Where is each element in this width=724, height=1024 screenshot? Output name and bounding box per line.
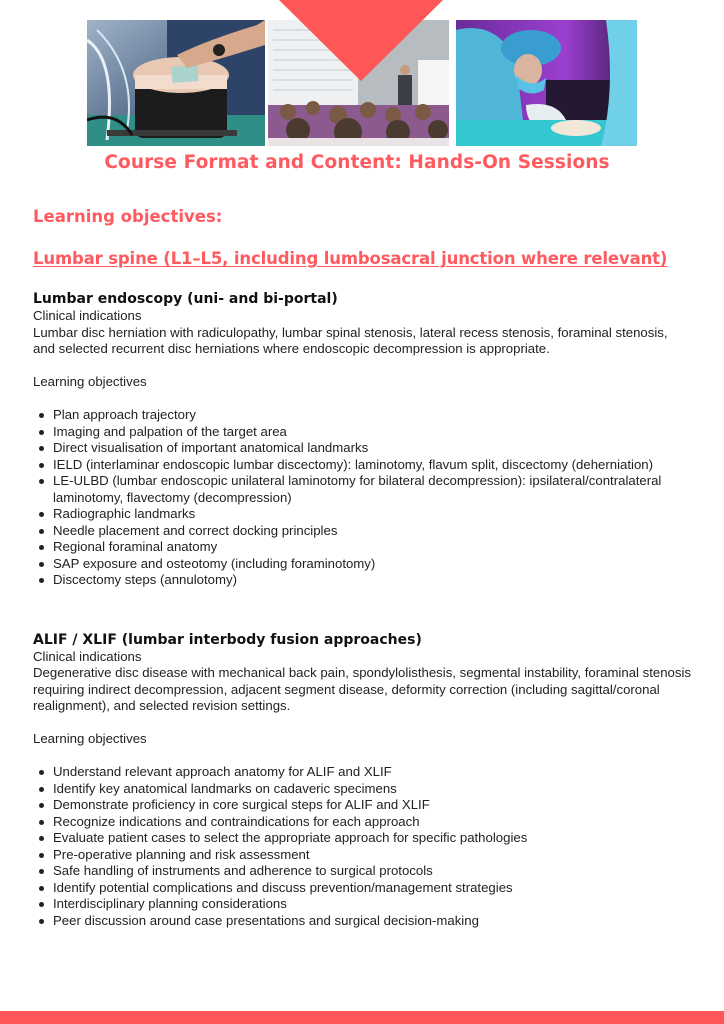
list-item bbox=[33, 814, 693, 831]
bullet-icon bbox=[39, 529, 44, 534]
list-item bbox=[33, 572, 693, 589]
list-item-text: Evaluate patient cases to select the appropriate approach for specific pathologies bbox=[53, 830, 528, 845]
list-item-text: Direct visualisation of important anatomical landmarks bbox=[53, 440, 369, 455]
objectives-list bbox=[33, 407, 693, 589]
list-item bbox=[33, 781, 693, 798]
list-item-text: Plan approach trajectory bbox=[53, 407, 196, 422]
list-item bbox=[33, 539, 693, 556]
list-item-text: Imaging and palpation of the target area bbox=[53, 423, 287, 439]
list-item-text: Pre-operative planning and risk assessment bbox=[53, 846, 310, 862]
section-alif-xlif bbox=[33, 631, 693, 930]
bullet-icon bbox=[39, 545, 44, 550]
bullet-icon bbox=[39, 413, 44, 418]
bullet-icon bbox=[39, 446, 44, 451]
region-heading: Lumbar spine (L1–L5, including lumbosacral junction where relevant) bbox=[33, 249, 668, 268]
bullet-icon bbox=[39, 853, 44, 858]
list-item bbox=[33, 440, 693, 457]
list-item bbox=[33, 523, 693, 540]
learning-objectives-heading: Learning objectives: bbox=[33, 207, 223, 226]
list-item bbox=[33, 863, 693, 880]
footer-accent-bar bbox=[0, 1011, 724, 1024]
bullet-icon bbox=[39, 869, 44, 874]
page-title: Course Format and Content: Hands-On Sessions bbox=[104, 152, 610, 173]
list-item-text: Interdisciplinary planning considerations bbox=[53, 896, 287, 911]
bullet-icon bbox=[39, 430, 44, 435]
list-item bbox=[33, 407, 693, 424]
list-item bbox=[33, 913, 693, 930]
list-item-text: Regional foraminal anatomy bbox=[53, 539, 218, 554]
list-item-text: Needle placement and correct docking principles bbox=[53, 522, 338, 538]
section-title: ALIF / XLIF (lumbar interbody fusion approaches) bbox=[33, 631, 422, 648]
hands-on-simulator-photo bbox=[87, 20, 265, 146]
list-item bbox=[33, 797, 693, 814]
clinical-indications-text: Lumbar disc herniation with radiculopathy, lumbar spinal stenosis, lateral recess stenosis, foraminal stenosis, and selected recurrent disc herniations where endoscopic decompression is appropriate. bbox=[33, 324, 668, 356]
list-item bbox=[33, 880, 693, 897]
bullet-icon bbox=[39, 578, 44, 583]
section-lumbar-endoscopy bbox=[33, 290, 693, 589]
list-item-text: Radiographic landmarks bbox=[53, 506, 196, 521]
list-item-text: Understand relevant approach anatomy for ALIF and XLIF bbox=[53, 764, 392, 779]
list-item-text: Identify key anatomical landmarks on cadaveric specimens bbox=[53, 780, 397, 796]
list-item-text: LE-ULBD (lumbar endoscopic unilateral laminotomy for bilateral decompression): ipsilateral/contralateral laminotomy, flavectomy (decompression) bbox=[53, 473, 662, 505]
list-item bbox=[33, 473, 693, 506]
list-item bbox=[33, 847, 693, 864]
bullet-icon bbox=[39, 562, 44, 567]
list-item bbox=[33, 764, 693, 781]
bullet-icon bbox=[39, 803, 44, 808]
clinical-indications-label: Clinical indications bbox=[33, 308, 142, 323]
learning-objectives-label: Learning objectives bbox=[33, 731, 147, 746]
learning-objectives-label: Learning objectives bbox=[33, 374, 147, 389]
bullet-icon bbox=[39, 836, 44, 841]
bullet-icon bbox=[39, 770, 44, 775]
bullet-icon bbox=[39, 820, 44, 825]
list-item-text: Peer discussion around case presentations and surgical decision-making bbox=[53, 912, 479, 928]
list-item bbox=[33, 457, 693, 474]
bullet-icon bbox=[39, 479, 44, 484]
section-title: Lumbar endoscopy (uni- and bi-portal) bbox=[33, 291, 338, 307]
bullet-icon bbox=[39, 886, 44, 891]
list-item bbox=[33, 556, 693, 573]
bullet-icon bbox=[39, 902, 44, 907]
decorative-triangle bbox=[279, 0, 443, 81]
surgery-theatre-photo bbox=[456, 20, 637, 146]
list-item-text: SAP exposure and osteotomy (including foraminotomy) bbox=[53, 555, 376, 571]
list-item-text: Recognize indications and contraindications for each approach bbox=[53, 813, 420, 829]
list-item-text: Identify potential complications and discuss prevention/management strategies bbox=[53, 879, 513, 895]
list-item-text: Discectomy steps (annulotomy) bbox=[53, 572, 237, 587]
list-item-text: IELD (interlaminar endoscopic lumbar discectomy): laminotomy, flavum split, discectomy (deherniation) bbox=[53, 456, 654, 472]
clinical-indications-label: Clinical indications bbox=[33, 648, 142, 664]
bullet-icon bbox=[39, 919, 44, 924]
list-item bbox=[33, 896, 693, 913]
list-item bbox=[33, 424, 693, 441]
bullet-icon bbox=[39, 787, 44, 792]
clinical-indications-text: Degenerative disc disease with mechanical back pain, spondylolisthesis, segmental instability, foraminal stenosis requiring indirect decompression, adjacent segment disease, deformity correction (including sagittal/coronal realignment), and selected revision settings. bbox=[33, 665, 691, 713]
list-item-text: Demonstrate proficiency in core surgical steps for ALIF and XLIF bbox=[53, 797, 430, 812]
objectives-list bbox=[33, 764, 693, 929]
list-item-text: Safe handling of instruments and adherence to surgical protocols bbox=[53, 863, 433, 878]
main-content bbox=[33, 206, 693, 929]
bullet-icon bbox=[39, 463, 44, 468]
bullet-icon bbox=[39, 512, 44, 517]
list-item bbox=[33, 830, 693, 847]
list-item bbox=[33, 506, 693, 523]
